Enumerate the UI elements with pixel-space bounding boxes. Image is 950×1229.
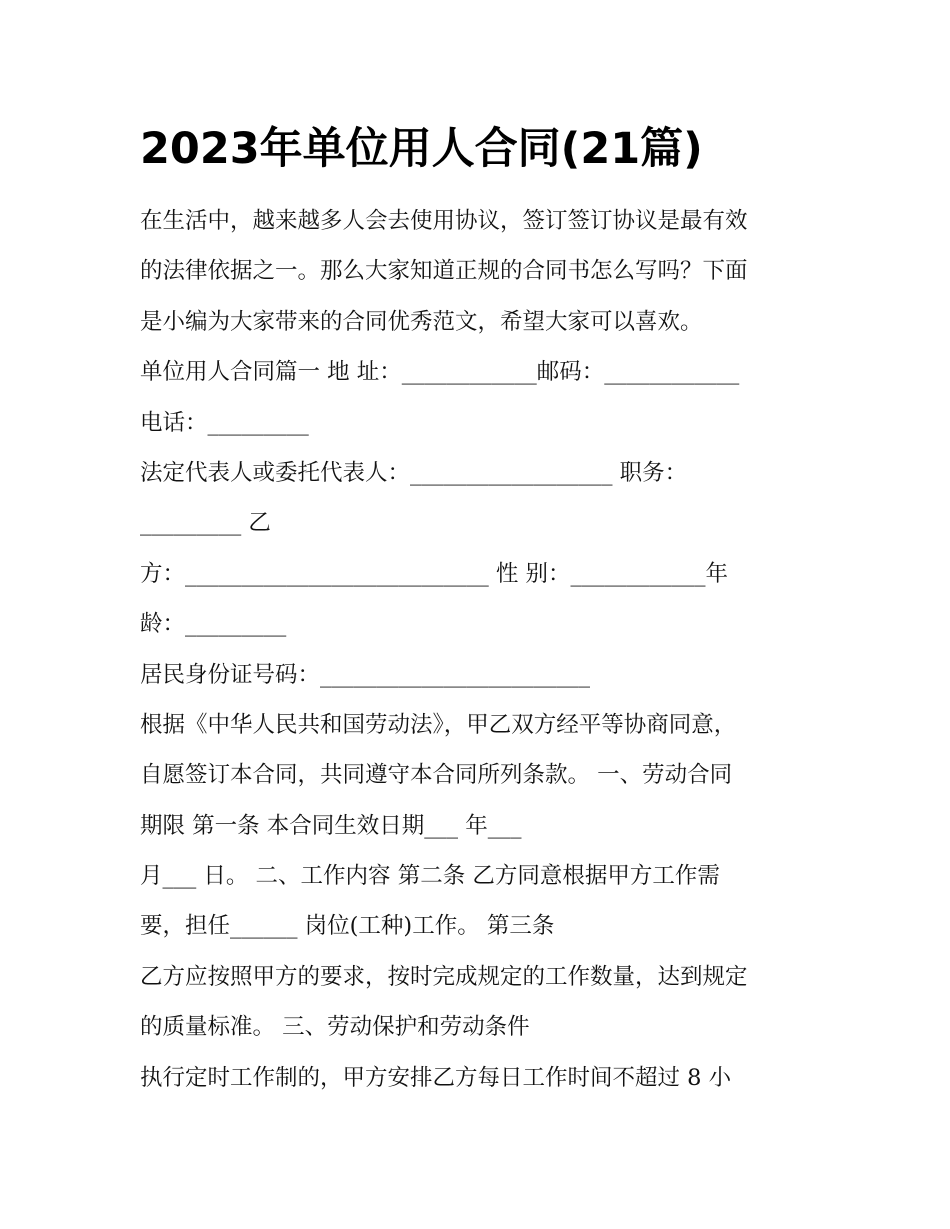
document-page bbox=[140, 118, 830, 1103]
body-line: 根据《中华人民共和国劳动法》，甲乙双方经平等协商同意， bbox=[140, 711, 737, 738]
body-line: 乙方应按照甲方的要求，按时完成规定的工作数量，达到规定 bbox=[140, 963, 748, 990]
body-line: 法定代表人或委托代表人：__________________ 职务： bbox=[140, 459, 688, 486]
body-line: 要，担任______ 岗位(工种)工作。 第三条 bbox=[140, 913, 555, 940]
document-title: 2023年单位用人合同(21篇) bbox=[140, 124, 703, 174]
body-line: 的质量标准。 三、劳动保护和劳动条件 bbox=[140, 1014, 530, 1041]
body-line: 方：___________________________ 性 别：____________年 bbox=[140, 560, 729, 587]
body-line: 自愿签订本合同，共同遵守本合同所列条款。 一、劳动合同 bbox=[140, 762, 733, 789]
body-line: 执行定时工作制的，甲方安排乙方每日工作时间不超过 8 小 bbox=[140, 1064, 732, 1091]
document-body bbox=[140, 196, 830, 1103]
body-line: 的法律依据之一。那么大家知道正规的合同书怎么写吗？下面 bbox=[140, 258, 748, 285]
body-line: 是小编为大家带来的合同优秀范文，希望大家可以喜欢。 bbox=[140, 308, 703, 335]
body-line: 在生活中，越来越多人会去使用协议，签订签订协议是最有效 bbox=[140, 208, 748, 234]
body-line: 单位用人合同篇一 地 址：____________邮码：____________ bbox=[140, 359, 740, 386]
body-line: 居民身份证号码：________________________ bbox=[140, 661, 591, 688]
body-line: 龄：_________ bbox=[140, 611, 287, 638]
body-line: 期限 第一条 本合同生效日期___ 年___ bbox=[140, 812, 522, 839]
body-line: 电话：_________ bbox=[140, 409, 309, 436]
body-line: _________ 乙 bbox=[140, 510, 271, 537]
body-line: 月___ 日。 二、工作内容 第二条 乙方同意根据甲方工作需 bbox=[140, 863, 720, 890]
